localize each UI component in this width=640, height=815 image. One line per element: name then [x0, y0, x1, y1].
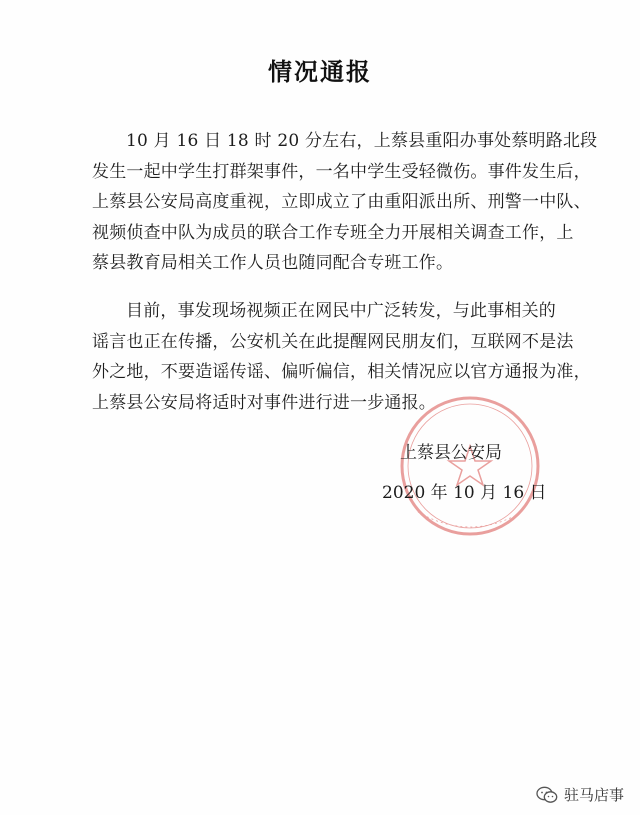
paragraph-line: 上蔡县公安局高度重视，立即成立了由重阳派出所、刑警一中队、 — [92, 192, 591, 212]
document-title: 情况通报 — [268, 58, 372, 86]
account-watermark — [536, 784, 624, 805]
wechat-icon — [536, 786, 558, 804]
watermark-text: 驻马店事 — [563, 786, 624, 804]
paragraph-line: 外之地，不要造谣传谣、偏听偏信，相关情况应以官方通报为准， — [92, 362, 591, 382]
paragraph-line: 10 月 16 日 18 时 20 分左右，上蔡县重阳办事处蔡明路北段 — [126, 131, 598, 151]
paragraph-line: 发生一起中学生打群架事件，一名中学生受轻微伤。事件发生后， — [92, 161, 591, 182]
official-seal-stamp — [396, 392, 544, 540]
signature-date: 2020 年 10 月 16 日 — [382, 483, 547, 503]
paragraph-line: 目前，事发现场视频正在网民中广泛转发，与此事相关的 — [126, 301, 556, 321]
paragraph-line: 上蔡县公安局将适时对事件进行进一步通报。 — [92, 392, 436, 413]
paragraph-1 — [92, 126, 598, 279]
paragraph-line: 蔡县教育局相关工作人员也随同配合专班工作。 — [92, 253, 454, 273]
signature-organization: 上蔡县公安局 — [400, 443, 502, 463]
paragraph-line: 谣言也正在传播，公安机关在此提醒网民朋友们，互联网不是法 — [92, 331, 574, 352]
paragraph-line: 视频侦查中队为成员的联合工作专班全力开展相关调查工作，上 — [92, 222, 574, 243]
